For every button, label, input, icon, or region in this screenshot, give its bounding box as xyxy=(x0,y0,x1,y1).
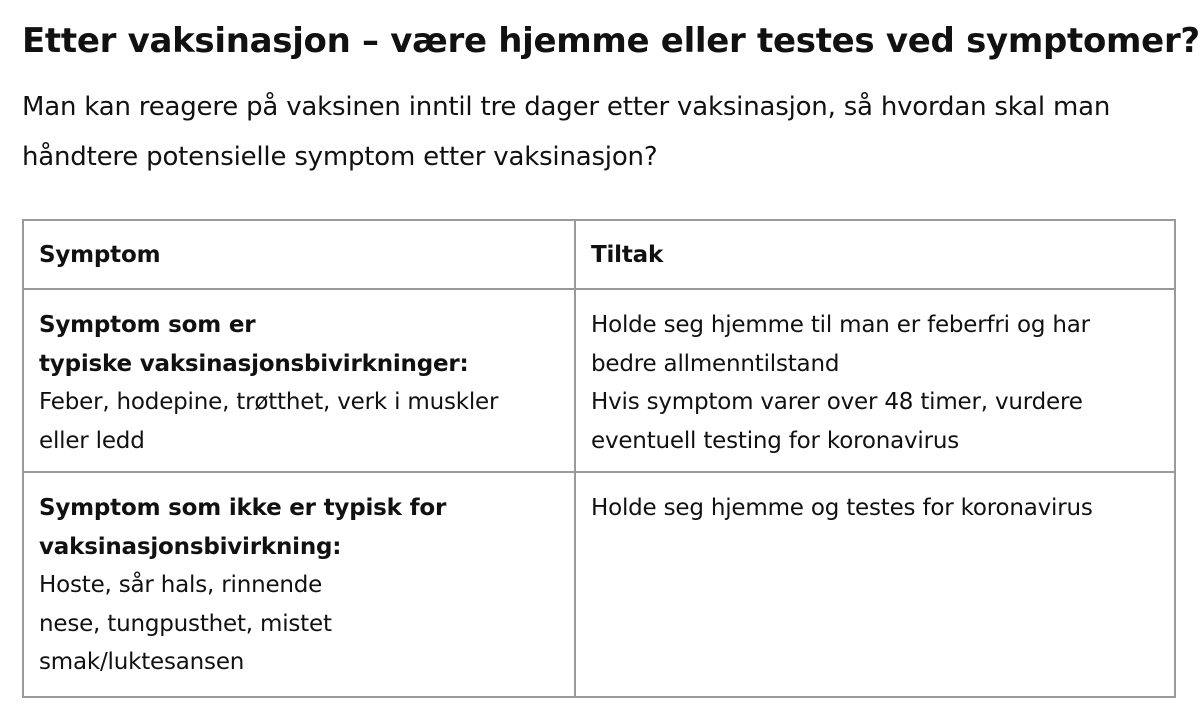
symptom-category-line: Symptom som er xyxy=(39,312,256,338)
action-cell xyxy=(575,472,1175,697)
symptom-action-table xyxy=(22,219,1176,698)
symptom-list-line: Feber, hodepine, trøtthet, verk i muskler xyxy=(39,389,499,415)
symptom-category-line: vaksinasjonsbivirkning: xyxy=(39,533,342,560)
symptom-list-line: nese, tungpusthet, mistet xyxy=(39,610,332,637)
symptom-category-line: typiske vaksinasjonsbivirkninger: xyxy=(39,350,469,377)
symptom-category-line: Symptom som ikke er typisk for xyxy=(39,495,447,521)
page-title: Etter vaksinasjon – være hjemme eller testes ved symptomer? xyxy=(22,21,1200,61)
action-cell xyxy=(575,289,1175,472)
header-symptom: Symptom xyxy=(23,220,575,289)
table-row xyxy=(23,289,1175,472)
action-line: bedre allmenntilstand xyxy=(591,350,840,377)
symptom-cell xyxy=(23,289,575,472)
table-row xyxy=(23,472,1175,697)
symptom-list-line: eller ledd xyxy=(39,427,145,454)
table-header-row xyxy=(23,220,1175,289)
action-line: Holde seg hjemme og testes for koronavirus xyxy=(591,495,1093,521)
symptom-list-line: smak/luktesansen xyxy=(39,649,245,675)
symptom-cell xyxy=(23,472,575,697)
action-line: eventuell testing for koronavirus xyxy=(591,427,959,454)
action-line: Holde seg hjemme til man er feberfri og har xyxy=(591,312,1090,338)
header-tiltak: Tiltak xyxy=(575,220,1175,289)
intro-paragraph: Man kan reagere på vaksinen inntil tre dager etter vaksinasjon, så hvordan skal man håndtere potensielle symptom etter vaksinasjon? xyxy=(22,92,1111,172)
symptom-list-line: Hoste, sår hals, rinnende xyxy=(39,572,323,598)
action-line: Hvis symptom varer over 48 timer, vurdere xyxy=(591,389,1083,415)
